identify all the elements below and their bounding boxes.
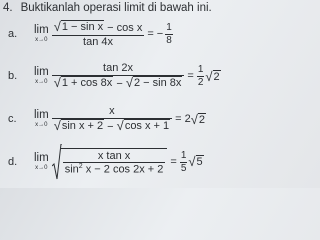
- square-root: √ 2 − sin 8x: [125, 74, 182, 90]
- problem-letter: c.: [8, 113, 17, 126]
- problem-letter: d.: [8, 156, 18, 168]
- result-sign: −: [156, 28, 164, 41]
- limit-fraction: tan 2x √ 1 + cos 8x − √ 2 − sin 8x: [52, 62, 185, 90]
- limit-operator: lim x→0: [34, 151, 49, 172]
- result-root: √ 2: [190, 111, 205, 127]
- limit-operator: lim x→0: [34, 23, 49, 44]
- square-root: √ cos x + 1: [116, 117, 170, 133]
- limit-operator: lim x→0: [34, 65, 49, 86]
- result-fraction: $\frac{1}{5}$: [180, 150, 187, 174]
- result-root: √ 2: [205, 68, 220, 84]
- square-root: √ 1 + cos 8x: [53, 74, 113, 90]
- big-square-root: [52, 144, 168, 180]
- question-number: 4.: [3, 2, 13, 14]
- limit-fraction: x √ sin x + 2 − √ cos x + 1: [52, 105, 172, 133]
- result-fraction: $\frac{1}{2}$: [197, 64, 204, 88]
- problem-d: d. lim x→0 $\frac{\text{x tan x}}{\sin^2 x - 2 \cos 2x + 2}$ = $\frac{1}{5}$ √ 5: [8, 144, 204, 180]
- problem-b: b. lim x→0 tan 2x √ 1 + cos 8x − √ 2 − sin 8x = $\frac{1}{2}$ √ 2: [8, 62, 220, 90]
- problem-c: c. lim x→0 x √ sin x + 2 − √ cos x + 1 = 2 √ 2: [8, 105, 205, 133]
- question-header: [3, 2, 212, 14]
- result-fraction: $\frac{1}{8}$: [166, 22, 172, 46]
- problem-letter: b.: [8, 70, 18, 83]
- result-root: √ 5: [188, 154, 203, 170]
- problem-letter: a.: [8, 28, 18, 41]
- square-root: √ sin x + 2: [53, 117, 104, 133]
- problem-a: a. lim x→0 √ 1 − sin x − cos x tan 4x = − $\frac{1}{8}$: [8, 19, 172, 48]
- limit-operator: lim x→0: [34, 108, 49, 129]
- question-instruction: Buktikanlah operasi limit di bawah ini.: [20, 2, 212, 14]
- result-coefficient: 2: [184, 113, 191, 126]
- limit-fraction: √ 1 − sin x − cos x tan 4x: [53, 19, 143, 48]
- square-root: √ 1 − sin x: [53, 19, 104, 34]
- limit-fraction: $\frac{\text{x tan x}}{\sin^2 x - 2 \cos 2x + 2}$: [64, 149, 164, 176]
